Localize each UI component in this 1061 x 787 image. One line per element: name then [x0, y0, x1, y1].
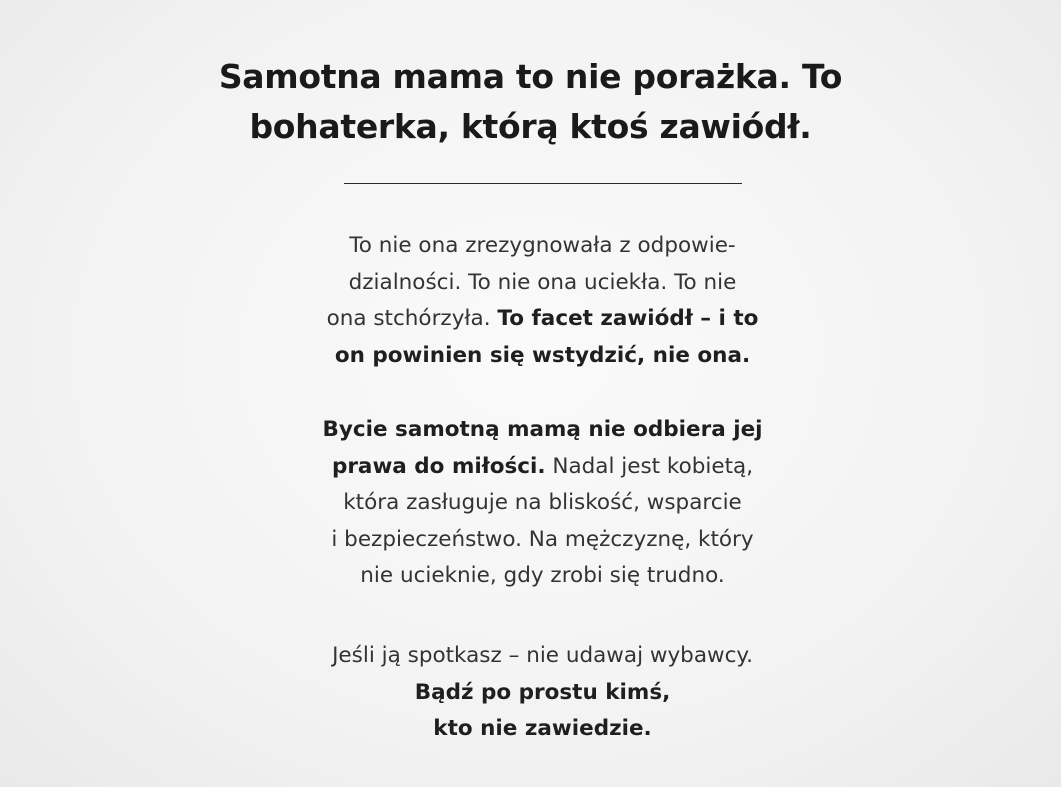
paragraph-2-line-2: [250, 449, 835, 486]
paragraph-1-line-1: To nie ona zrezygnowała z odpowie-: [349, 233, 736, 258]
paragraph-3-line-2-emphasis: Bądź po prostu kimś,: [414, 679, 671, 705]
page-title: [180, 52, 881, 152]
paragraph-1-line-2: dzialności. To nie ona uciekła. To nie: [348, 269, 737, 295]
paragraph-1-line-3: [250, 301, 835, 338]
title-line-2: bohaterka, którą ktoś zawiódł.: [249, 107, 812, 146]
paragraph-2-line-3: która zasługuje na bliskość, wsparcie: [343, 490, 742, 515]
paragraph-3-line-3: [250, 711, 835, 748]
paragraph-3-line-3-emphasis: kto nie zawiedzie.: [433, 716, 652, 741]
paragraph-3-line-1: Jeśli ją spotkasz – nie udawaj wybawcy.: [332, 643, 753, 668]
paragraph-2-line-2-emphasis: prawa do miłości.: [331, 453, 546, 479]
paragraph-2-line-4: i bezpieczeństwo. Na mężczyznę, który: [331, 526, 754, 552]
paragraph-2: [250, 412, 835, 595]
title-divider: [344, 183, 742, 184]
title-line-1: Samotna mama to nie porażka. To: [218, 57, 843, 96]
paragraph-2-line-1: [250, 412, 835, 449]
paragraph-1-line-4-emphasis: on powinien się wstydzić, nie ona.: [334, 342, 751, 368]
paragraph-2-line-2-text: Nadal jest kobietą,: [545, 453, 754, 479]
paragraph-2-line-5: nie ucieknie, gdy zrobi się trudno.: [360, 563, 725, 588]
paragraph-1: [250, 228, 835, 374]
paragraph-3-line-2: [250, 675, 835, 712]
paragraph-2-line-1-emphasis: Bycie samotną mamą nie odbiera jej: [322, 417, 763, 442]
paragraph-3: [250, 638, 835, 748]
paragraph-1-line-3-emphasis: To facet zawiódł – i to: [497, 306, 759, 331]
paragraph-1-line-4: [250, 338, 835, 375]
paragraph-1-line-3-text: ona stchórzyła.: [326, 306, 498, 331]
